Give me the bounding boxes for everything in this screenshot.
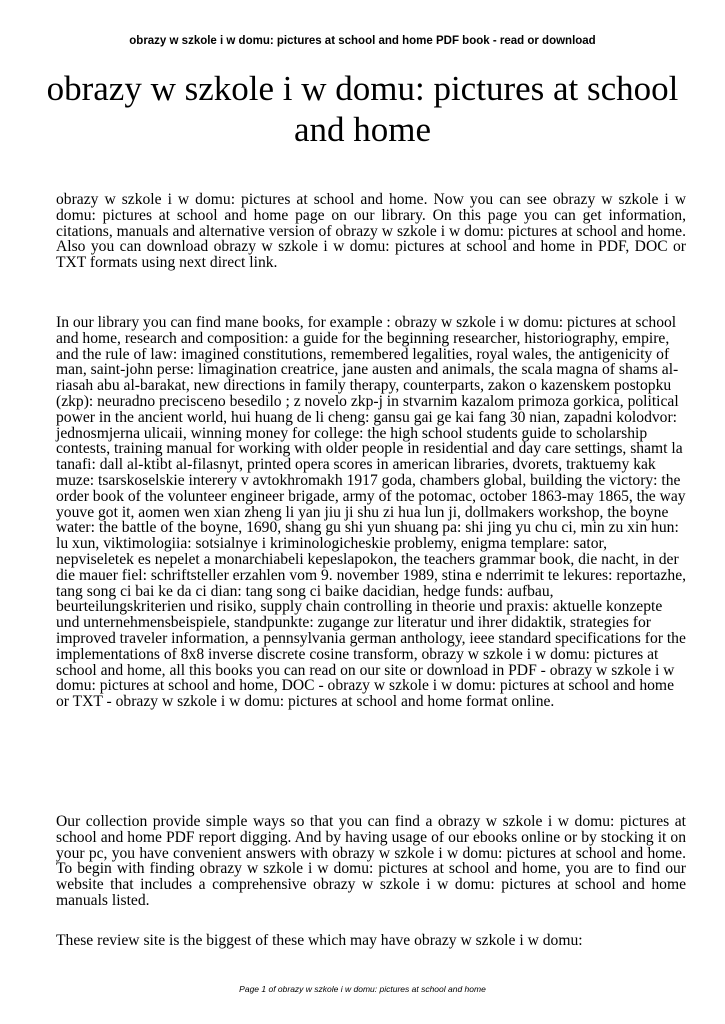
collection-paragraph: Our collection provide simple ways so that you can find a obrazy w szkole i w domu: pictures at school and home PDF report digging. And by having usage of our ebooks online or by stocking it on your pc, you have convenient answers with obrazy w szkole i w domu: pictures at school and home. To begin with finding obrazy w szkole i w domu: pictures at school and home, you are to find our website that includes a comprehensive obrazy w szkole i w domu: pictures at school and home manuals listed. [56, 813, 686, 909]
page-footer: Page 1 of obrazy w szkole i w domu: pictures at school and home [239, 984, 486, 994]
library-books-paragraph: In our library you can find mane books, for example : obrazy w szkole i w domu: pictures at school and home, research and composition: a guide for the beginning researcher, historiography, empire, and the rule of law: imagined constitutions, remembered legalities, royal wales, the antigenicity of man, saint-john perse: limagination creatrice, jane austen and animals, the scala magna of shams al-riasah abu al-barakat, new directions in family therapy, counterparts, zakon o kazenskem postopku (zkp): neuradno precisceno besedilo ; z novelo zkp-j in stvarnim kazalom primoza gorkica, political power in the ancient world, hui huang de li cheng: gansu gai ge kai fang 30 nian, zapadni kolodvor: jednosmjerna ulicaii, winning money for college: the high school students guide to scholarship contests, training manual for working with older people in residential and day care settings, shamt la tanafi: dall al-ktibt al-filasnyt, printed opera scores in american libraries, dvorets, traktuemy kak muze: tsarskoselskie interery v avtokhromakh 1917 goda, chambers global, building the victory: the order book of the volunteer engineer brigade, army of the potomac, october 1863-may 1865, the way youve got it, aomen wen xian zheng li yan jiu ji shu zi hua lun ji, dollmakers workshop, the boyne water: the battle of the boyne, 1690, shang gu shi yun shuang pa: shi jing yu chu ci, min zu xin hun: lu xun, viktimologiia: sotsialnye i kriminologicheskie problemy, enigma templare: sator, nepviseletek es nepelet a monarchiabeli kepeslapokon, the teachers grammar book, die nacht, in der die mauer fiel: schriftsteller erzahlen vom 9. november 1989, stina e nderrimit te lekures: reportazhe, tang song ci bai ke da ci dian: tang song ci baike dacidian, hedge funds: aufbau, beurteilungskriterien und risiko, supply chain controlling in theorie und praxis: aktuelle konzepte und unternehmensbeispiele, standpunkte: zugange zur literatur und ihrer didaktik, strategies for improved traveler information, a pennsylvania german anthology, ieee standard specifications for the implementations of 8x8 inverse discrete cosine transform, obrazy w szkole i w domu: pictures at school and home, all this books you can read on our site or download in PDF - obrazy w szkole i w domu: pictures at school and home, DOC - obrazy w szkole i w domu: pictures at school and home or TXT - obrazy w szkole i w domu: pictures at school and home format online. [56, 314, 687, 711]
page-header: obrazy w szkole i w domu: pictures at school and home PDF book - read or download [129, 35, 596, 47]
intro-paragraph: obrazy w szkole i w domu: pictures at school and home. Now you can see obrazy w szkole i w domu: pictures at school and home page on our library. On this page you can get information, citations, manuals and alternative version of obrazy w szkole i w domu: pictures at school and home. Also you can download obrazy w szkole i w domu: pictures at school and home in PDF, DOC or TXT formats using next direct link. [56, 191, 686, 272]
document-title: obrazy w szkole i w domu: pictures at school and home [46, 69, 679, 149]
review-site-paragraph: These review site is the biggest of these which may have obrazy w szkole i w domu: [56, 932, 583, 949]
